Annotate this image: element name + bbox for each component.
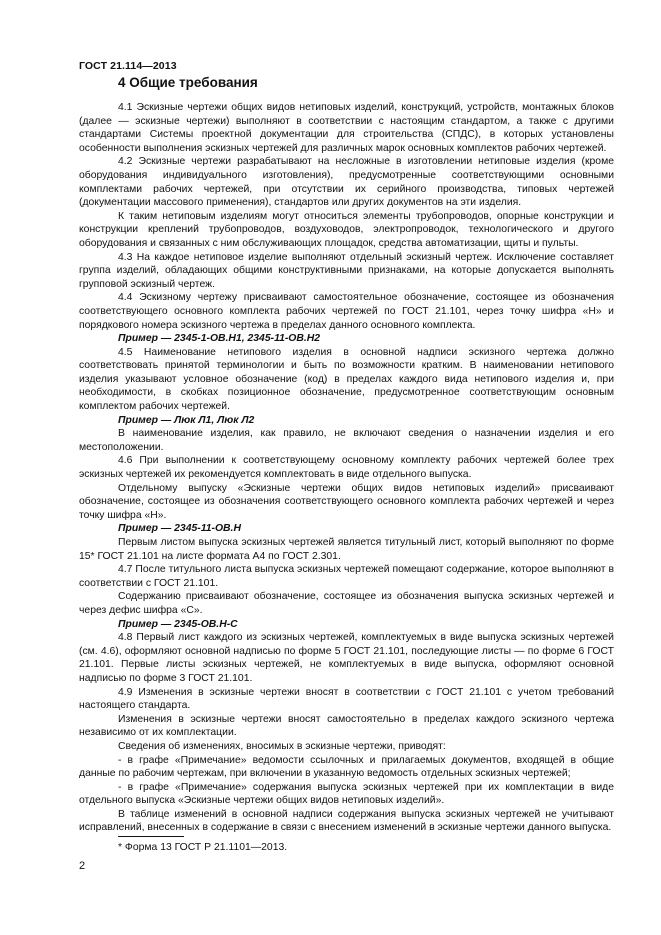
paragraph: Первым листом выпуска эскизных чертежей является титульный лист, который выполняют по форме 15* ГОСТ 21.101 на листе формата А4 по ГОСТ 2.301. [79, 537, 614, 562]
example-line: Пример — 2345-ОВ.Н-С [118, 618, 238, 630]
paragraph: Содержанию присваивают обозначение, состоящее из обозначения выпуска эскизных чертежей и через дефис шифра «С». [79, 591, 614, 616]
list-item: - в графе «Примечание» ведомости ссылочных и прилагаемых документов, входящей в общие данные по рабочим чертежам, при включении в указанную ведомость отдельных эскизных чертежей; [79, 754, 614, 780]
paragraph-4-4: 4.4 Эскизному чертежу присваивают самостоятельное обозначение, состоящее из обозначения соответствующего основного комплекта рабочих чертежей по ГОСТ 21.101, через точку шифра «Н» и порядкового номера эскизного чертежа в пределах данного основного комплекта. [79, 292, 614, 331]
footnote-divider [118, 836, 184, 837]
paragraph-4-5: 4.5 Наименование нетипового изделия в основной надписи эскизного чертежа должно соответствовать принятой терминологии и быть по возможности кратким. В наименовании нетипового изделия указывают условное обозначение (код) в пределах каждого вида нетипового изделия и, при необходимости, в скобках позиционное обозначение, предусмотренное соответствующим основным комплектом рабочих чертежей. [79, 346, 614, 413]
paragraph: Сведения об изменениях, вносимых в эскизные чертежи, приводят: [118, 740, 446, 752]
paragraph-4-7: 4.7 После титульного листа выпуска эскизных чертежей помещают содержание, которое выполняют в соответствии с ГОСТ 21.101. [79, 564, 614, 589]
paragraph-4-3: 4.3 На каждое нетиповое изделие выполняют отдельный эскизный чертеж. Исключение составляет группа изделий, обладающих общими конструктивными признаками, на которые допускается выполнять групповой эскизный чертеж. [79, 251, 614, 290]
document-body [79, 101, 614, 835]
paragraph: Отдельному выпуску «Эскизные чертежи общих видов нетиповых изделий» присваивают обозначение, состоящее из обозначения соответствующего основного комплекта рабочих чертежей и через точку шифра «Н». [79, 482, 614, 521]
document-code-header: ГОСТ 21.114—2013 [79, 60, 177, 72]
paragraph-4-8: 4.8 Первый лист каждого из эскизных чертежей, комплектуемых в виде выпуска эскизных чертежей (см. 4.6), оформляют основной надписью по форме 5 ГОСТ 21.101, последующие листы — по форме 6 ГОСТ 21.101. Первые листы эскизных чертежей, не комплектуемых в виде выпуска, оформляют основной надписью по форме 3 ГОСТ 21.101. [79, 632, 614, 684]
footnote: * Форма 13 ГОСТ Р 21.1101—2013. [118, 842, 288, 853]
example-line: Пример — Люк Л1, Люк Л2 [118, 414, 255, 426]
paragraph: Изменения в эскизные чертежи вносят самостоятельно в пределах каждого эскизного чертежа независимо от их комплектации. [79, 713, 614, 739]
paragraph-4-1: 4.1 Эскизные чертежи общих видов нетиповых изделий, конструкций, устройств, монтажных блоков (далее — эскизные чертежи) выполняют в соответствии с настоящим стандартом, а также с другими стандартами Системы проектной документации для строительства (СПДС), в которых установлены особенности выполнения эскизных чертежей для различных марок основных комплектов рабочих чертежей. [79, 102, 614, 154]
example-line: Пример — 2345-11-ОВ.Н [118, 523, 241, 535]
page-number: 2 [79, 860, 86, 872]
paragraph: В наименование изделия, как правило, не включают сведения о назначении изделия и его местоположении. [79, 428, 614, 453]
section-title: 4 Общие требования [118, 75, 258, 90]
paragraph-4-9: 4.9 Изменения в эскизные чертежи вносят в соответствии с ГОСТ 21.101 с учетом требований настоящего стандарта. [79, 686, 614, 712]
paragraph: В таблице изменений в основной надписи содержания выпуска эскизных чертежей не учитывают исправлений, внесенных в содержание в связи с внесением изменений в эскизные чертежи данного выпуска. [79, 808, 614, 834]
list-item: - в графе «Примечание» содержания выпуска эскизных чертежей при их комплектации в виде отдельного выпуска «Эскизные чертежи общих видов нетиповых изделий». [79, 781, 614, 807]
example-line: Пример — 2345-1-ОВ.Н1, 2345-11-ОВ.Н2 [118, 333, 321, 345]
paragraph: К таким нетиповым изделиям могут относиться элементы трубопроводов, опорные конструкции и конструкции креплений трубопроводов, воздуховодов, электропроводок, технологического и другого оборудования и связанных с ним обслуживающих площадок, средства автоматизации, щиты и пульты. [79, 210, 614, 249]
paragraph-4-6: 4.6 При выполнении к соответствующему основному комплекту рабочих чертежей более трех эскизных чертежей их рекомендуется комплектовать в виде отдельного выпуска. [79, 455, 614, 481]
paragraph-4-2: 4.2 Эскизные чертежи разрабатывают на несложные в изготовлении нетиповые изделия (кроме оборудования индивидуального изготовления), предусмотренные соответствующими основными комплектами рабочих чертежей, при отсутствии их серийного производства, типовых чертежей (документации массового применения), стандартов или других документов на эти изделия. [79, 156, 614, 209]
